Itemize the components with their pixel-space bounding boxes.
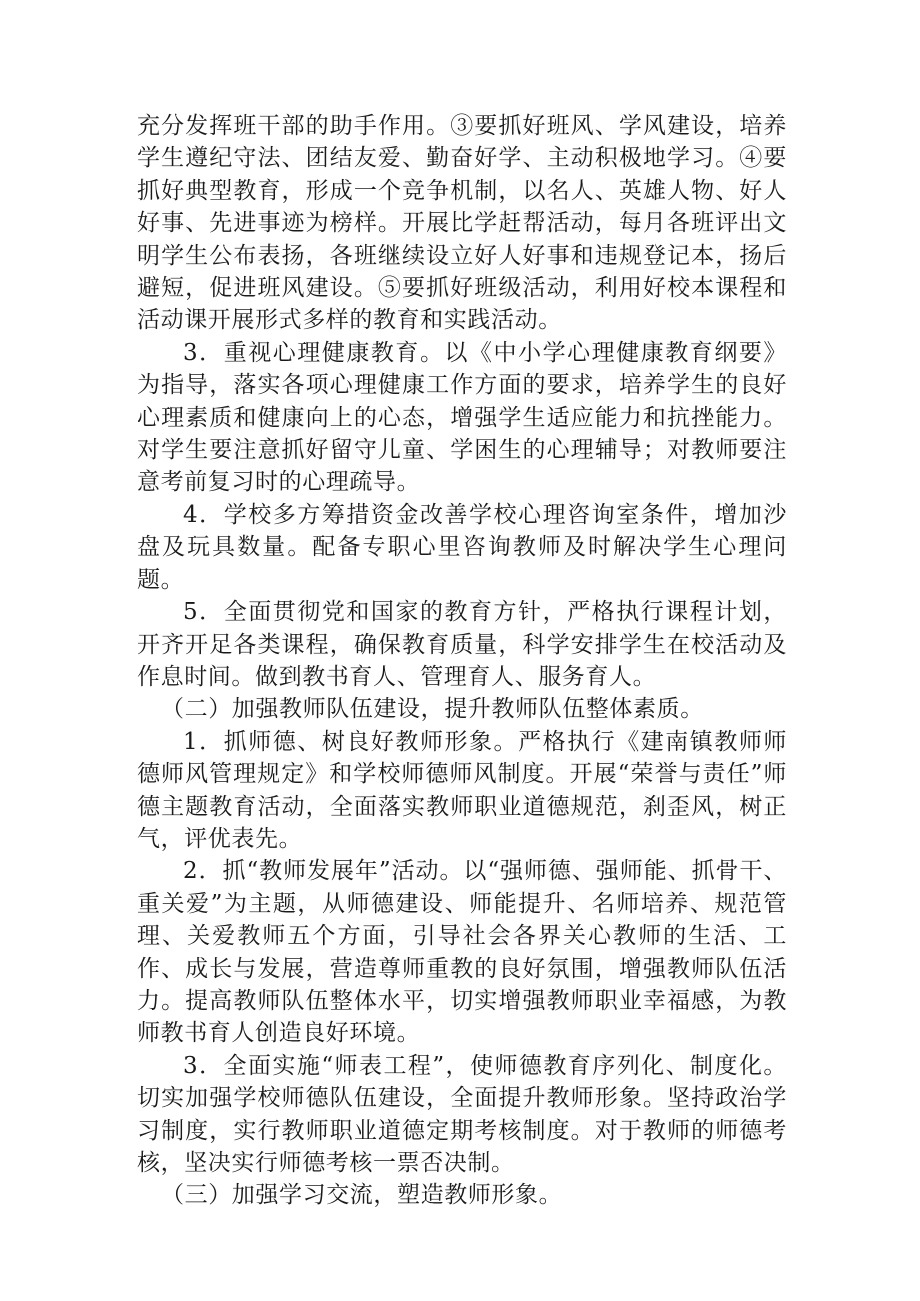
paragraph-counseling-room: 4．学校多方筹措资金改善学校心理咨询室条件，增加沙盘及玩具数量。配备专职心里咨询教师及时解决学生心理问题。 xyxy=(137,501,787,593)
paragraph-class-management-continued: 充分发挥班干部的助手作用。③要抓好班风、学风建设，培养学生遵纪守法、团结友爱、勤奋好学、主动积极地学习。④要抓好典型教育，形成一个竞争机制，以名人、英雄人物、好人好事、先进事迹为榜样。开展比学赶帮活动，每月各班评出文明学生公布表扬，各班继续设立好人好事和违规登记本，扬后避短，促进班风建设。⑤要抓好班级活动，利用好校本课程和活动课开展形式多样的教育和实践活动。 xyxy=(137,113,787,334)
section-heading-teacher-team: （二）加强教师队伍建设，提升教师队伍整体素质。 xyxy=(161,696,704,723)
document-body xyxy=(137,110,787,1212)
paragraph-teacher-development-year: 2．抓“教师发展年”活动。以“强师德、强师能、抓骨干、重关爱”为主题，从师德建设、师能提升、名师培养、规范管理、关爱教师五个方面，引导社会各界关心教师的生活、工作、成长与发展，营造尊师重教的良好氛围，增强教师队伍活力。提高教师队伍整体水平，切实增强教师职业幸福感，为教师教书育人创造良好环境。 xyxy=(137,858,787,1047)
paragraph-teacher-model-project: 3．全面实施“师表工程”，使师德教育序列化、制度化。切实加强学校师德队伍建设，全面提升教师形象。坚持政治学习制度，实行教师职业道德定期考核制度。对于教师的师德考核，坚决实行师德考核一票否决制。 xyxy=(137,1052,787,1176)
paragraph-mental-health-education: 3．重视心理健康教育。以《中小学心理健康教育纲要》为指导，落实各项心理健康工作方面的要求，培养学生的良好心理素质和健康向上的心态，增强学生适应能力和抗挫能力。对学生要注意抓好留守儿童、学困生的心理辅导；对教师要注意考前复习时的心理疏导。 xyxy=(137,339,787,496)
paragraph-education-policy: 5．全面贯彻党和国家的教育方针，严格执行课程计划，开齐开足各类课程，确保教育质量，科学安排学生在校活动及作息时间。做到教书育人、管理育人、服务育人。 xyxy=(137,599,787,690)
paragraph-teacher-ethics: 1．抓师德、树良好教师形象。严格执行《建南镇教师师德师风管理规定》和学校师德师风制度。开展“荣誉与责任”师德主题教育活动，全面落实教师职业道德规范，刹歪风，树正气，评优表先。 xyxy=(137,728,787,852)
section-heading-learning-exchange: （三）加强学习交流，塑造教师形象。 xyxy=(161,1182,563,1209)
